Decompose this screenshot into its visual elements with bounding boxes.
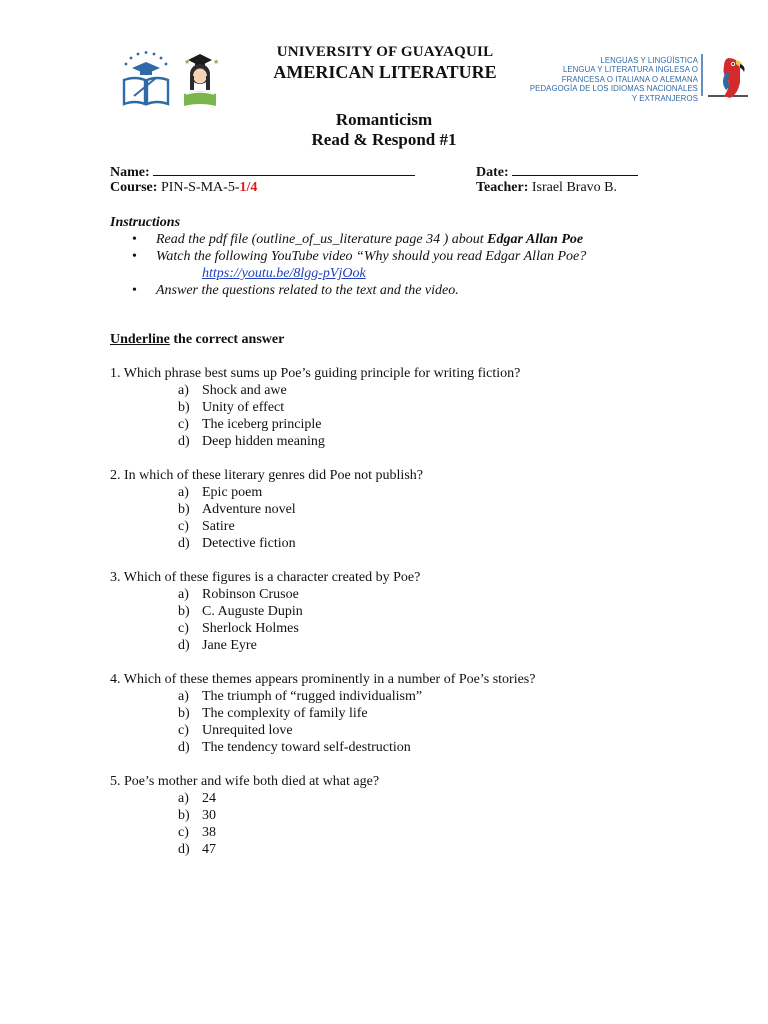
answer-option[interactable] [110, 824, 670, 841]
option-label: a) [178, 587, 189, 602]
university-name: UNIVERSITY OF GUAYAQUIL [276, 44, 494, 60]
answer-option[interactable] [110, 484, 670, 501]
course-label: Course: [110, 180, 158, 195]
answer-option[interactable] [110, 603, 670, 620]
option-label: b) [178, 502, 190, 517]
course-title: AMERICAN LITERATURE [273, 62, 497, 82]
option-label: c) [178, 621, 189, 636]
answer-option[interactable] [110, 841, 670, 858]
date-field[interactable] [512, 163, 638, 176]
question-text: 5. Poe’s mother and wife both died at what age? [110, 774, 380, 789]
option-text: 24 [202, 791, 216, 806]
course-section: 1/4 [239, 180, 258, 195]
answer-option[interactable] [110, 807, 670, 824]
date-row [476, 163, 638, 181]
parrot-logo-icon [700, 52, 752, 100]
instruction-text: Answer the questions related to the text and the video. [156, 283, 459, 298]
worksheet-body [110, 214, 670, 858]
answer-option[interactable] [110, 739, 670, 756]
instructions-title: Instructions [110, 215, 181, 230]
option-label: d) [178, 638, 190, 653]
question-text: 1. Which phrase best sums up Poe’s guiding principle for writing fiction? [110, 366, 521, 381]
question-text: 4. Which of these themes appears prominently in a number of Poe’s stories? [110, 672, 536, 687]
question-text: 2. In which of these literary genres did Poe not publish? [110, 468, 423, 483]
svg-text:★: ★ [184, 58, 191, 66]
name-row [110, 163, 415, 181]
document-title [0, 110, 768, 150]
course-value: PIN-S-MA-5- [160, 180, 240, 195]
option-text: 47 [202, 842, 216, 857]
answer-option[interactable] [110, 518, 670, 535]
option-text: Adventure novel [202, 502, 296, 517]
department-line: FRANCESA O ITALIANA O ALEMANA [561, 74, 698, 84]
answer-option[interactable] [110, 399, 670, 416]
instruction-item [110, 248, 670, 265]
instruction-item [110, 282, 670, 299]
option-text: Shock and awe [202, 383, 287, 398]
option-text: C. Auguste Dupin [202, 604, 303, 619]
option-label: c) [178, 519, 189, 534]
option-text: Unity of effect [202, 400, 285, 415]
option-label: c) [178, 825, 189, 840]
answer-option[interactable] [110, 705, 670, 722]
option-label: c) [178, 417, 189, 432]
option-text: Satire [202, 519, 235, 534]
option-label: d) [178, 740, 190, 755]
answer-option[interactable] [110, 620, 670, 637]
answer-option[interactable] [110, 688, 670, 705]
answer-option[interactable] [110, 586, 670, 603]
option-text: The tendency toward self-destruction [202, 740, 411, 755]
option-label: a) [178, 791, 189, 806]
course-row [110, 180, 257, 196]
questions-list [110, 365, 670, 858]
option-label: b) [178, 604, 190, 619]
option-label: a) [178, 485, 189, 500]
option-label: d) [178, 434, 190, 449]
teacher-label: Teacher: [476, 180, 529, 195]
option-text: The iceberg principle [202, 417, 322, 432]
answer-option[interactable] [110, 416, 670, 433]
option-text: Robinson Crusoe [202, 587, 299, 602]
question-4 [110, 671, 670, 756]
question-1 [110, 365, 670, 450]
instruction-text: Read the pdf file (outline_of_us_literature page 34 ) about [156, 232, 488, 247]
instructions-list-2 [110, 282, 670, 299]
section-heading-rest: the correct answer [169, 332, 285, 347]
option-text: Deep hidden meaning [202, 434, 325, 449]
option-label: d) [178, 842, 190, 857]
section-heading [110, 331, 670, 348]
option-text: The triumph of “rugged individualism” [202, 689, 423, 704]
name-label: Name: [110, 165, 150, 180]
option-label: b) [178, 400, 190, 415]
answer-option[interactable] [110, 433, 670, 450]
option-text: 30 [202, 808, 216, 823]
option-text: Sherlock Holmes [202, 621, 299, 636]
question-2 [110, 467, 670, 552]
svg-text:★: ★ [213, 58, 220, 66]
date-label: Date: [476, 165, 509, 180]
option-label: a) [178, 383, 189, 398]
answer-option[interactable] [110, 790, 670, 807]
option-label: b) [178, 706, 190, 721]
instruction-text: Watch the following YouTube video “Why should you read Edgar Allan Poe? [156, 249, 587, 264]
answer-option[interactable] [110, 535, 670, 552]
question-text: 3. Which of these figures is a character created by Poe? [110, 570, 421, 585]
university-logo-icon [118, 50, 230, 110]
option-label: a) [178, 689, 189, 704]
title-line-2: Read & Respond #1 [311, 130, 457, 149]
answer-option[interactable] [110, 382, 670, 399]
option-label: c) [178, 723, 189, 738]
question-3 [110, 569, 670, 654]
question-5 [110, 773, 670, 858]
department-block [486, 56, 698, 103]
option-text: The complexity of family life [202, 706, 368, 721]
department-line: LENGUAS Y LINGÜÍSTICA [600, 56, 698, 65]
option-text: Detective fiction [202, 536, 296, 551]
instructions-list [110, 231, 670, 265]
answer-option[interactable] [110, 637, 670, 654]
department-line: PEDAGOGÍA DE LOS IDIOMAS NACIONALES [529, 84, 698, 94]
instruction-item [110, 231, 670, 248]
answer-option[interactable] [110, 501, 670, 518]
teacher-value: Israel Bravo B. [531, 180, 618, 195]
option-label: b) [178, 808, 190, 823]
option-text: Jane Eyre [202, 638, 257, 653]
option-text: 38 [202, 825, 216, 840]
youtube-link[interactable]: https://youtu.be/8lgg-pVjOok [202, 266, 366, 281]
underline-word: Underline [110, 332, 170, 347]
option-label: d) [178, 536, 190, 551]
option-text: Unrequited love [202, 723, 293, 738]
department-line: Y EXTRANJEROS [631, 93, 698, 103]
title-line-1: Romanticism [335, 110, 433, 129]
answer-option[interactable] [110, 722, 670, 739]
option-text: Epic poem [202, 485, 263, 500]
department-line: LENGUA Y LITERATURA INGLESA O [562, 65, 698, 75]
teacher-row [476, 180, 617, 196]
instruction-bold: Edgar Allan Poe [487, 232, 584, 247]
name-field[interactable] [153, 163, 415, 176]
